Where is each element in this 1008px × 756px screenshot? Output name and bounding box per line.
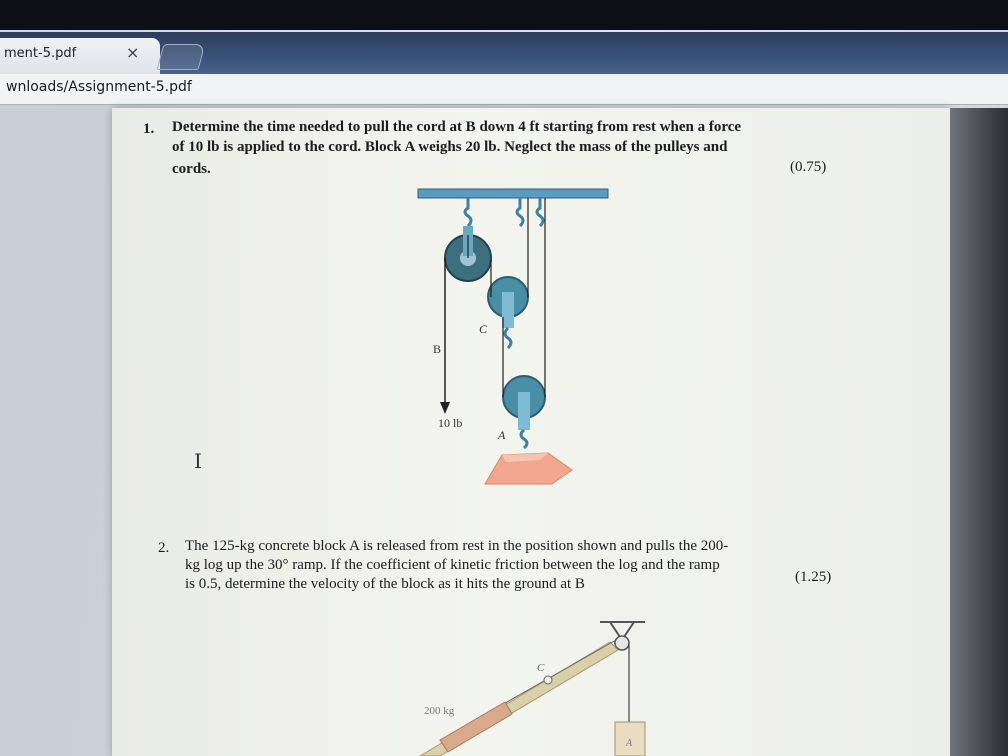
- problem-1-line-1: Determine the time needed to pull the cord at B down 4 ft starting from rest when a force: [172, 119, 742, 135]
- label-a: A: [498, 428, 506, 442]
- close-tab-icon[interactable]: ×: [126, 43, 140, 62]
- address-url[interactable]: wnloads/Assignment-5.pdf: [6, 79, 192, 95]
- problem-1-number: 1.: [143, 121, 155, 137]
- label-a-2: A: [626, 738, 633, 749]
- label-mass: 200 kg: [424, 705, 455, 717]
- label-c: C: [479, 322, 488, 336]
- problem-1-points: (0.75): [790, 159, 827, 175]
- problem-2-line-3: is 0.5, determine the velocity of the block as it hits the ground at B: [185, 576, 585, 592]
- problem-1-line-2: of 10 lb is applied to the cord. Block A weighs 20 lb. Neglect the mass of the pulleys and: [172, 139, 728, 155]
- label-c-2: C: [537, 662, 545, 674]
- problem-2-number: 2.: [158, 540, 170, 556]
- problem-1-line-3: cords.: [172, 161, 211, 177]
- ramp-rope: [500, 640, 616, 706]
- top-pulley: [615, 636, 629, 650]
- tab-title: ment-5.pdf: [4, 46, 77, 61]
- label-force: 10 lb: [438, 416, 463, 430]
- point-c: [544, 676, 552, 684]
- text-cursor-icon: I: [194, 449, 202, 473]
- problem-2-points: (1.25): [795, 569, 832, 585]
- problem-2-line-2: kg log up the 30° ramp. If the coefficient of kinetic friction between the log and the ramp: [185, 557, 720, 573]
- label-b: B: [433, 342, 442, 356]
- problem-2-line-1: The 125-kg concrete block A is released from rest in the position shown and pulls the 200-: [185, 538, 729, 554]
